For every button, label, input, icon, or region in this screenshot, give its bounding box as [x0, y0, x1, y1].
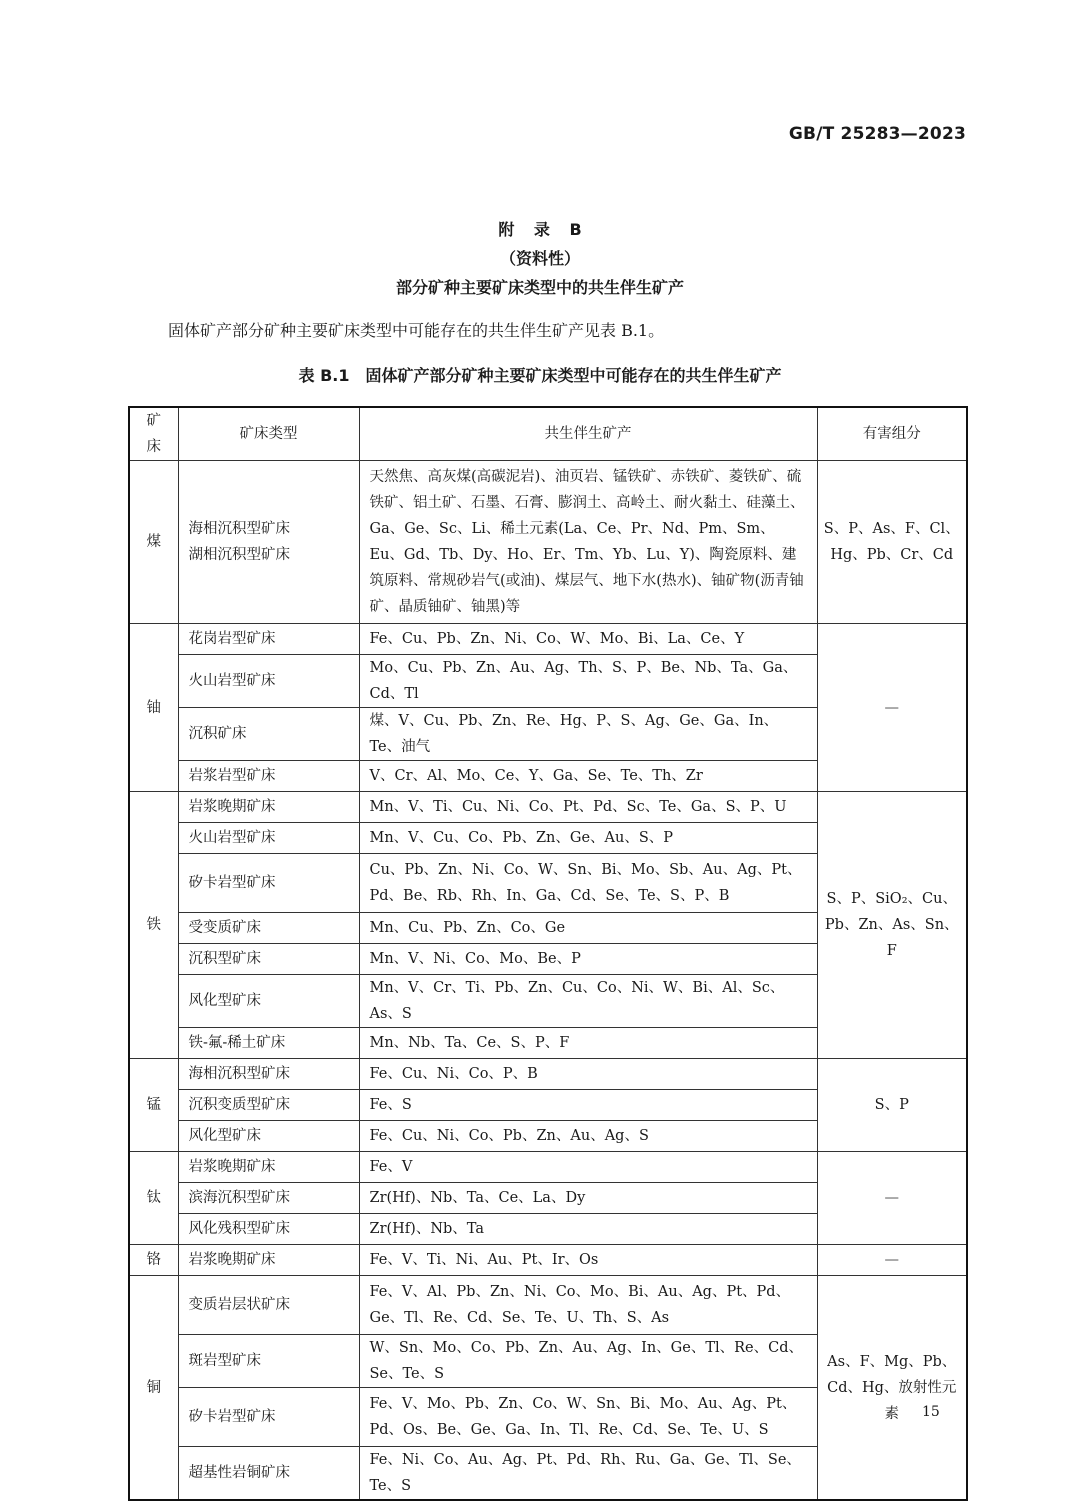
standard-number: GB/T 25283—2023 [788, 124, 966, 144]
harmful-components-cell: — [817, 1152, 967, 1245]
deposit-type-cell: 岩浆晚期矿床 [178, 1245, 359, 1276]
mineral-cell: 铜 [129, 1276, 178, 1501]
table-row [129, 1245, 967, 1276]
deposit-type-cell: 花岗岩型矿床 [178, 624, 359, 655]
deposit-type-cell: 沉积型矿床 [178, 944, 359, 975]
deposit-type-cell: 风化型矿床 [178, 1121, 359, 1152]
deposit-type-cell: 海相沉积型矿床 湖相沉积型矿床 [178, 461, 359, 624]
associated-minerals-cell: Mn、V、Ni、Co、Mo、Be、P [359, 944, 817, 975]
associated-minerals-cell: Mn、V、Ti、Cu、Ni、Co、Pt、Pd、Sc、Te、Ga、S、P、U [359, 792, 817, 823]
associated-minerals-cell: Mn、Cu、Pb、Zn、Co、Ge [359, 913, 817, 944]
deposit-type-cell: 矽卡岩型矿床 [178, 1388, 359, 1447]
associated-minerals-cell: Mo、Cu、Pb、Zn、Au、Ag、Th、S、P、Be、Nb、Ta、Ga、Cd、Tl [359, 655, 817, 708]
appendix-label: 附 录 B [498, 220, 582, 239]
deposit-type-cell: 岩浆晚期矿床 [178, 1152, 359, 1183]
associated-minerals-cell: Cu、Pb、Zn、Ni、Co、W、Sn、Bi、Mo、Sb、Au、Ag、Pt、Pd、Be、Rb、Rh、In、Ga、Cd、Se、Te、S、P、B [359, 854, 817, 913]
deposit-type-cell: 铁-氟-稀土矿床 [178, 1028, 359, 1059]
harmful-components-cell: — [817, 1245, 967, 1276]
deposit-type-cell: 受变质矿床 [178, 913, 359, 944]
associated-minerals-cell: 天然焦、高灰煤(高碳泥岩)、油页岩、锰铁矿、赤铁矿、菱铁矿、硫铁矿、铝土矿、石墨、石膏、膨润土、高岭土、耐火黏土、硅藻土、Ga、Ge、Sc、Li、稀土元素(La、Ce、Pr、Nd、Pm、Sm、Eu、Gd、Tb、Dy、Ho、Er、Tm、Yb、Lu、Y)、陶瓷原料、建筑原料、常规砂岩气(或油)、煤层气、地下水(热水)、铀矿物(沥青铀矿、晶质铀矿、铀黑)等 [359, 461, 817, 624]
mineral-cell: 铬 [129, 1245, 178, 1276]
mineral-cell: 钛 [129, 1152, 178, 1245]
associated-minerals-cell: Fe、Cu、Pb、Zn、Ni、Co、W、Mo、Bi、La、Ce、Y [359, 624, 817, 655]
associated-minerals-cell: Fe、V、Mo、Pb、Zn、Co、W、Sn、Bi、Mo、Au、Ag、Pt、Pd、Os、Be、Ge、Ga、In、Tl、Re、Cd、Se、Te、U、S [359, 1388, 817, 1447]
minerals-table [128, 406, 968, 1501]
associated-minerals-cell: Fe、Cu、Ni、Co、Pb、Zn、Au、Ag、S [359, 1121, 817, 1152]
table-row [129, 1276, 967, 1335]
associated-minerals-cell: V、Cr、Al、Mo、Ce、Y、Ga、Se、Te、Th、Zr [359, 761, 817, 792]
associated-minerals-cell: Fe、V、Ti、Ni、Au、Pt、Ir、Os [359, 1245, 817, 1276]
deposit-type-cell: 风化型矿床 [178, 975, 359, 1028]
mineral-cell: 铀 [129, 624, 178, 792]
associated-minerals-cell: Mn、V、Cr、Ti、Pb、Zn、Cu、Co、Ni、W、Bi、Al、Sc、As、S [359, 975, 817, 1028]
mineral-cell: 铁 [129, 792, 178, 1059]
deposit-type-cell: 海相沉积型矿床 [178, 1059, 359, 1090]
table-row [129, 461, 967, 624]
deposit-type-cell: 岩浆晚期矿床 [178, 792, 359, 823]
associated-minerals-cell: Fe、V [359, 1152, 817, 1183]
associated-minerals-cell: Zr(Hf)、Nb、Ta、Ce、La、Dy [359, 1183, 817, 1214]
associated-minerals-cell: Mn、V、Cu、Co、Pb、Zn、Ge、Au、S、P [359, 823, 817, 854]
deposit-type-cell: 矽卡岩型矿床 [178, 854, 359, 913]
header-mineral: 矿床 [129, 407, 178, 461]
table-row [129, 1152, 967, 1183]
harmful-components-cell: — [817, 624, 967, 792]
table-body [129, 461, 967, 1501]
header-deposit-type: 矿床类型 [178, 407, 359, 461]
mineral-cell: 煤 [129, 461, 178, 624]
associated-minerals-cell: W、Sn、Mo、Co、Pb、Zn、Au、Ag、In、Ge、Tl、Re、Cd、Se、Te、S [359, 1335, 817, 1388]
associated-minerals-cell: Fe、V、Al、Pb、Zn、Ni、Co、Mo、Bi、Au、Ag、Pt、Pd、Ge、Tl、Re、Cd、Se、Te、U、Th、S、As [359, 1276, 817, 1335]
deposit-type-cell: 岩浆岩型矿床 [178, 761, 359, 792]
deposit-type-cell: 火山岩型矿床 [178, 823, 359, 854]
page-number: 15 [922, 1404, 940, 1420]
header-associated-minerals: 共生伴生矿产 [359, 407, 817, 461]
table-caption: 表 B.1 固体矿产部分矿种主要矿床类型中可能存在的共生伴生矿产 [298, 366, 782, 385]
appendix-nature: （资料性） [499, 249, 580, 268]
deposit-type-cell: 风化残积型矿床 [178, 1214, 359, 1245]
deposit-type-cell: 沉积变质型矿床 [178, 1090, 359, 1121]
deposit-type-cell: 沉积矿床 [178, 708, 359, 761]
intro-paragraph: 固体矿产部分矿种主要矿床类型中可能存在的共生伴生矿产见表 B.1。 [168, 321, 665, 340]
deposit-type-cell: 火山岩型矿床 [178, 655, 359, 708]
table-row [129, 1059, 967, 1090]
table-row [129, 792, 967, 823]
deposit-type-cell: 变质岩层状矿床 [178, 1276, 359, 1335]
associated-minerals-cell: Zr(Hf)、Nb、Ta [359, 1214, 817, 1245]
header-harmful-components: 有害组分 [817, 407, 967, 461]
harmful-components-cell: S、P [817, 1059, 967, 1152]
table-header-row [129, 407, 967, 461]
associated-minerals-cell: Fe、Ni、Co、Au、Ag、Pt、Pd、Rh、Ru、Ga、Ge、Tl、Se、Te、S [359, 1447, 817, 1501]
associated-minerals-cell: Fe、Cu、Ni、Co、P、B [359, 1059, 817, 1090]
associated-minerals-cell: 煤、V、Cu、Pb、Zn、Re、Hg、P、S、Ag、Ge、Ga、In、Te、油气 [359, 708, 817, 761]
table-row [129, 624, 967, 655]
deposit-type-cell: 斑岩型矿床 [178, 1335, 359, 1388]
harmful-components-cell: S、P、As、F、Cl、Hg、Pb、Cr、Cd [817, 461, 967, 624]
deposit-type-cell: 超基性岩铜矿床 [178, 1447, 359, 1501]
deposit-type-cell: 滨海沉积型矿床 [178, 1183, 359, 1214]
harmful-components-cell: S、P、SiO₂、Cu、Pb、Zn、As、Sn、F [817, 792, 967, 1059]
harmful-components-cell: As、F、Mg、Pb、Cd、Hg、放射性元素 [817, 1276, 967, 1501]
associated-minerals-cell: Fe、S [359, 1090, 817, 1121]
appendix-title: 部分矿种主要矿床类型中的共生伴生矿产 [395, 278, 684, 297]
associated-minerals-cell: Mn、Nb、Ta、Ce、S、P、F [359, 1028, 817, 1059]
mineral-cell: 锰 [129, 1059, 178, 1152]
